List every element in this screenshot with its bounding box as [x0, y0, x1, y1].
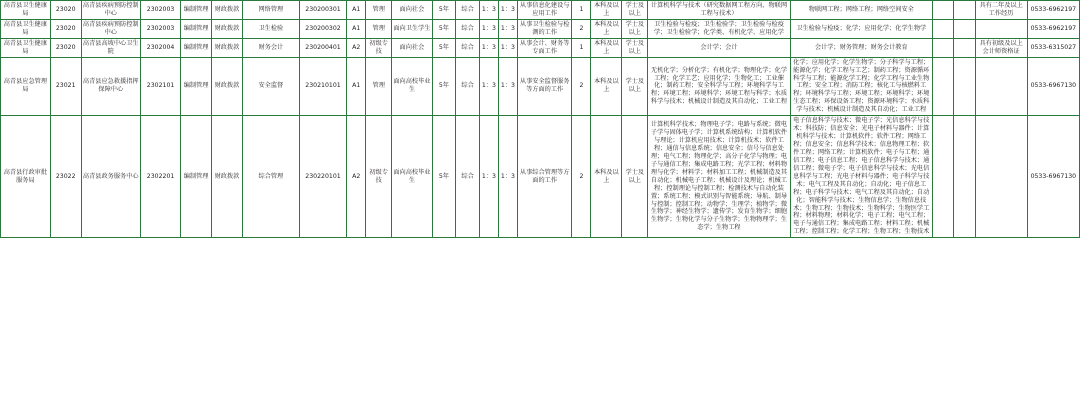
open-exam-ratio-cell: 1：3	[479, 57, 498, 116]
table-row	[1, 19, 1080, 38]
unit-code-cell: 23020	[50, 19, 81, 38]
post-name-cell: 网络管理	[242, 1, 299, 20]
unit-code-cell: 23022	[50, 116, 81, 238]
post-name-cell: 卫生检验	[242, 19, 299, 38]
other-conditions-cell	[975, 116, 1027, 238]
other-col-2-cell	[954, 19, 975, 38]
other-conditions-cell	[975, 19, 1027, 38]
graduate-major-cell: 物联网工程；网络工程；网络空间安全	[790, 1, 932, 20]
interview-ratio-cell: 1：3	[498, 19, 517, 38]
unit-nature-cell: 编制管理	[181, 1, 212, 20]
other-col-1-cell	[932, 38, 953, 57]
post-category-cell: 初级专技	[366, 38, 392, 57]
post-duty-cell: 从事会计、财务等专面工作	[517, 38, 572, 57]
open-exam-ratio-cell: 1：3	[479, 19, 498, 38]
unit-code-cell: 23020	[50, 1, 81, 20]
table-row	[1, 116, 1080, 238]
education-requirement-cell: 本科及以上	[591, 38, 622, 57]
other-col-2-cell	[954, 116, 975, 238]
other-col-1-cell	[932, 116, 953, 238]
exam-type-cell: 综合	[456, 19, 480, 38]
unit-name-cell: 高青县卫生健康局	[1, 19, 51, 38]
undergrad-major-cell: 无机化学；分析化学；有机化学；物理化学；化学工程；化学工艺；应用化学；生物化工；工业催化；制药工程；安全科学与工程；环境科学与工程；环境工程；环境科学；环境工程与科学；水质科学与技术；机械设计制造及其自动化；工业工程	[648, 57, 790, 116]
post-code-cell: 230200401	[299, 38, 346, 57]
education-requirement-cell: 本科及以上	[591, 116, 622, 238]
exam-type-cell: 综合	[456, 116, 480, 238]
post-name-cell: 安全监督	[242, 57, 299, 116]
post-category-cell: 管理	[366, 1, 392, 20]
unit-nature-cell: 编制管理	[181, 38, 212, 57]
graduate-major-cell: 电子信息科学与技术；微电子学；光信息科学与技术；科技防；信息安全；光电子材料与器件；计算机科学与技术；计算机软件；软件工程；网络工程；信息安全；信息科学技术；信息物理工程；软件工程；网络工程；计算机软件；电子与工程；通信工程；电子信息工程；电子信息科学与技术；通信工程；微电子学；电子信息科学与技术；光电信息科学与工程；光电子材料与器件；电子科学与技术；电气工程及其自动化；自动化；电子信息工程；电子科学与技术；电气工程及其自动化；自动化；智能科学与技术；生物信息学；生物信息技术；生物工程；生物技术；生物科学；生物医学工程；材料物理；材料化学；电子工程；电气工程；电子与通信工程；集成电路工程；材料工程；机械工程；控制工程；化学工程；生物工程；生物技术	[790, 116, 932, 238]
post-name-cell: 综合管理	[242, 116, 299, 238]
interview-ratio-cell: 1：3	[498, 38, 517, 57]
education-requirement-cell: 本科及以上	[591, 1, 622, 20]
other-conditions-cell: 具有初级及以上会计师资格证	[975, 38, 1027, 57]
other-col-2-cell	[954, 1, 975, 20]
undergrad-major-cell: 计算机科学与技术（研究数据网工程方向、物联网工程与技术）	[648, 1, 790, 20]
recruit-count-cell: 2	[572, 19, 591, 38]
open-exam-ratio-cell: 1：3	[479, 38, 498, 57]
table-row	[1, 57, 1080, 116]
min-service-years-cell: 5年	[432, 116, 456, 238]
post-no-cell: A1	[347, 1, 366, 20]
post-name-cell: 财务会计	[242, 38, 299, 57]
dept-code-cell: 2302101	[140, 57, 180, 116]
exam-type-cell: 综合	[456, 1, 480, 20]
other-col-2-cell	[954, 38, 975, 57]
degree-requirement-cell: 学士及以上	[622, 1, 648, 20]
post-category-cell: 初级专技	[366, 116, 392, 238]
post-code-cell: 230200301	[299, 1, 346, 20]
graduate-major-cell: 化学；应用化学；化学生物学；分子科学与工程；能源化学；化学工程与工艺；制药工程；资源循环科学与工程；能源化学工程；化学工程与工业生物工程；安全工程；消防工程；核化工与核燃料工程；环境科学与工程；环境工程；环境科学；环境生态工程；环保设备工程；资源环境科学；水质科学与技术；机械设计制造及其自动化；工业工程	[790, 57, 932, 116]
open-exam-ratio-cell: 1：3	[479, 116, 498, 238]
interview-ratio-cell: 1：3	[498, 57, 517, 116]
contact-phone-cell: 0533-6962197	[1027, 19, 1079, 38]
post-duty-cell: 从事信息化建设与应用工作	[517, 1, 572, 20]
table-body	[1, 1, 1080, 238]
interview-ratio-cell: 1：3	[498, 116, 517, 238]
post-category-cell: 管理	[366, 19, 392, 38]
unit-nature-cell: 编制管理	[181, 19, 212, 38]
education-requirement-cell: 本科及以上	[591, 57, 622, 116]
dept-code-cell: 2302004	[140, 38, 180, 57]
recruit-target-cell: 面向卫生学生	[392, 19, 432, 38]
table-row	[1, 1, 1080, 20]
post-code-cell: 230200302	[299, 19, 346, 38]
post-duty-cell: 从事安全监督服务等方面的工作	[517, 57, 572, 116]
degree-requirement-cell: 学士及以上	[622, 19, 648, 38]
dept-code-cell: 2302003	[140, 1, 180, 20]
recruit-target-cell: 面向高校毕业生	[392, 57, 432, 116]
degree-requirement-cell: 学士及以上	[622, 116, 648, 238]
dept-code-cell: 2302003	[140, 19, 180, 38]
recruit-target-cell: 面向社会	[392, 1, 432, 20]
graduate-major-cell: 卫生检验与检疫；化学；应用化学；化学生物学	[790, 19, 932, 38]
contact-phone-cell: 0533-6962197	[1027, 1, 1079, 20]
other-col-2-cell	[954, 57, 975, 116]
contact-phone-cell: 0533-6967130	[1027, 116, 1079, 238]
post-no-cell: A1	[347, 19, 366, 38]
exam-type-cell: 综合	[456, 38, 480, 57]
table-row	[1, 38, 1080, 57]
contact-phone-cell: 0533-6315027	[1027, 38, 1079, 57]
dept-code-cell: 2302201	[140, 116, 180, 238]
unit-name-cell: 高青县应急管理局	[1, 57, 51, 116]
unit-code-cell: 23021	[50, 57, 81, 116]
dept-name-cell: 高青县疾病预防控制中心	[81, 1, 140, 20]
funding-form-cell: 财政拨款	[212, 116, 243, 238]
post-duty-cell: 从事卫生检验与检测的工作	[517, 19, 572, 38]
exam-type-cell: 综合	[456, 57, 480, 116]
open-exam-ratio-cell: 1：3	[479, 1, 498, 20]
unit-name-cell: 高青县行政审批服务局	[1, 116, 51, 238]
funding-form-cell: 财政拨款	[212, 57, 243, 116]
recruit-target-cell: 面向高校毕业生	[392, 116, 432, 238]
other-col-1-cell	[932, 57, 953, 116]
degree-requirement-cell: 学士及以上	[622, 38, 648, 57]
unit-name-cell: 高青县卫生健康局	[1, 38, 51, 57]
undergrad-major-cell: 计算机科学技术；物理电子学；电路与系统；微电子学与固体电子学；计算机系统结构；计算机软件与理论；计算机应用技术；计算机技术；软件工程；通信与信息系统；信息安全；信号与信息处理；电气工程；物理化学；高分子化学与物理；电子与通信工程；集成电路工程；光学工程；材料物理与化学；材料学；材料加工工程；机械制造及其自动化；机械电子工程；机械设计及理论；机械工程；控制理论与控制工程；检测技术与自动化装置；系统工程；模式识别与智能系统；导航、制导与控制；控制工程；动物学；生理学；植物学；微生物学；神经生物学；遗传学；发育生物学；细胞生物学；生物化学与分子生物学；生物物理学；生态学；生物工程	[648, 116, 790, 238]
other-col-1-cell	[932, 1, 953, 20]
degree-requirement-cell: 学士及以上	[622, 57, 648, 116]
education-requirement-cell: 本科及以上	[591, 19, 622, 38]
post-code-cell: 230220101	[299, 116, 346, 238]
dept-name-cell: 高青县疾病预防控制中心	[81, 19, 140, 38]
dept-name-cell: 高青县高坡中心卫生院	[81, 38, 140, 57]
min-service-years-cell: 5年	[432, 19, 456, 38]
graduate-major-cell: 会计学；财务管理；财务会计教育	[790, 38, 932, 57]
recruit-count-cell: 2	[572, 116, 591, 238]
other-conditions-cell	[975, 57, 1027, 116]
undergrad-major-cell: 卫生检验与检疫；卫生检验学；卫生检验与检疫学；卫生检验学；化学类、有机化学、应用化学	[648, 19, 790, 38]
post-no-cell: A1	[347, 57, 366, 116]
undergrad-major-cell: 会计学；会计	[648, 38, 790, 57]
funding-form-cell: 财政拨款	[212, 38, 243, 57]
post-no-cell: A2	[347, 38, 366, 57]
min-service-years-cell: 5年	[432, 57, 456, 116]
min-service-years-cell: 5年	[432, 1, 456, 20]
funding-form-cell: 财政拨款	[212, 19, 243, 38]
interview-ratio-cell: 1：3	[498, 1, 517, 20]
unit-name-cell: 高青县卫生健康局	[1, 1, 51, 20]
unit-code-cell: 23020	[50, 38, 81, 57]
recruit-target-cell: 面向社会	[392, 38, 432, 57]
unit-nature-cell: 编制管理	[181, 116, 212, 238]
recruit-count-cell: 2	[572, 57, 591, 116]
recruit-count-cell: 1	[572, 1, 591, 20]
min-service-years-cell: 5年	[432, 38, 456, 57]
recruit-count-cell: 1	[572, 38, 591, 57]
funding-form-cell: 财政拨款	[212, 1, 243, 20]
post-category-cell: 管理	[366, 57, 392, 116]
post-code-cell: 230210101	[299, 57, 346, 116]
other-conditions-cell: 具有二年及以上工作经历	[975, 1, 1027, 20]
post-no-cell: A2	[347, 116, 366, 238]
other-col-1-cell	[932, 19, 953, 38]
dept-name-cell: 高青县应急救援指挥保障中心	[81, 57, 140, 116]
contact-phone-cell: 0533-6967130	[1027, 57, 1079, 116]
post-duty-cell: 从事综合管理等方面的工作	[517, 116, 572, 238]
dept-name-cell: 高青县政务服务中心	[81, 116, 140, 238]
unit-nature-cell: 编制管理	[181, 57, 212, 116]
